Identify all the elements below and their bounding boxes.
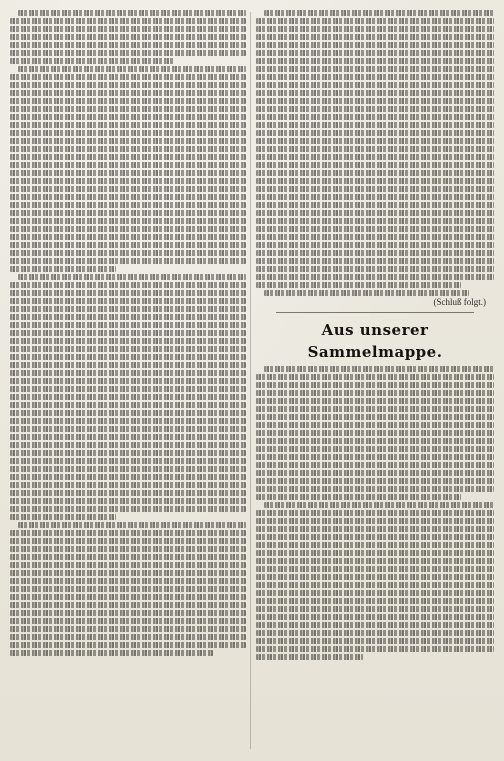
left-column-paragraph: [10, 66, 246, 272]
text-line: [256, 582, 494, 588]
text-line: [256, 226, 494, 232]
text-line: [10, 210, 246, 216]
text-line: [256, 258, 494, 264]
text-line: [10, 290, 246, 296]
text-line: [10, 178, 246, 184]
right-column: [256, 10, 494, 751]
text-line: [10, 170, 246, 176]
text-line: [256, 82, 494, 88]
text-line: [256, 106, 494, 112]
text-line: [256, 218, 494, 224]
text-line: [18, 66, 246, 72]
text-line: [10, 394, 246, 400]
text-line: [256, 282, 461, 288]
text-line: [10, 354, 246, 360]
text-line: [10, 538, 246, 544]
text-line: [10, 266, 116, 272]
text-line: [10, 162, 246, 168]
text-line: [264, 10, 494, 16]
text-line: [10, 586, 246, 592]
text-line: [10, 482, 246, 488]
text-line: [10, 42, 246, 48]
text-line: [256, 210, 494, 216]
text-line: [10, 554, 246, 560]
text-line: [256, 178, 494, 184]
text-line: [10, 418, 246, 424]
text-line: [256, 398, 494, 404]
text-line: [18, 274, 246, 280]
text-line: [10, 106, 246, 112]
text-line: [256, 250, 494, 256]
text-line: [256, 518, 494, 524]
text-line: [10, 594, 246, 600]
text-line: [256, 414, 494, 420]
text-line: [10, 50, 246, 56]
text-line: [10, 450, 246, 456]
text-line: [10, 330, 246, 336]
text-line: [256, 606, 494, 612]
text-line: [256, 154, 494, 160]
text-line: [18, 522, 246, 528]
right-column-paragraph: [256, 10, 494, 288]
text-line: [256, 90, 494, 96]
text-line: [256, 170, 494, 176]
text-line: [256, 478, 494, 484]
text-line: [256, 622, 494, 628]
text-line: [264, 290, 469, 296]
left-column-text: [10, 10, 246, 656]
text-line: [256, 510, 494, 516]
left-column: [10, 10, 246, 751]
text-line: [256, 494, 461, 500]
text-line: [10, 98, 246, 104]
text-line: [10, 434, 246, 440]
text-line: [10, 114, 246, 120]
text-line: [10, 338, 246, 344]
text-line: [256, 542, 494, 548]
text-line: [256, 186, 494, 192]
text-line: [10, 634, 246, 640]
text-line: [10, 186, 246, 192]
text-line: [256, 138, 494, 144]
text-line: [256, 430, 494, 436]
text-line: [10, 82, 246, 88]
text-line: [256, 202, 494, 208]
text-line: [10, 578, 246, 584]
column-divider: [250, 12, 251, 749]
text-line: [10, 298, 246, 304]
text-line: [10, 242, 246, 248]
text-line: [256, 74, 494, 80]
text-line: [10, 562, 246, 568]
text-line: [256, 590, 494, 596]
text-line: [10, 370, 246, 376]
text-line: [10, 34, 246, 40]
text-line: [256, 526, 494, 532]
text-line: [10, 346, 246, 352]
text-line: [10, 378, 246, 384]
text-line: [256, 422, 494, 428]
text-line: [10, 138, 246, 144]
text-line: [10, 226, 246, 232]
text-line: [256, 558, 494, 564]
text-line: [256, 614, 494, 620]
text-line: [10, 650, 213, 656]
right-column-paragraph: [256, 290, 494, 296]
text-line: [256, 446, 494, 452]
text-line: [256, 630, 494, 636]
left-column-paragraph: [10, 10, 246, 64]
separator-rule: [276, 312, 474, 313]
text-line: [10, 314, 246, 320]
text-line: [10, 506, 246, 512]
text-line: [256, 406, 494, 412]
text-line: [10, 218, 246, 224]
text-line: [10, 202, 246, 208]
text-line: [10, 458, 246, 464]
continuation-note: (Schluß folgt.): [433, 297, 486, 307]
text-line: [10, 530, 246, 536]
left-column-paragraph: [10, 274, 246, 520]
text-line: [10, 602, 246, 608]
text-line: [256, 646, 494, 652]
text-line: [256, 382, 494, 388]
text-line: [10, 282, 246, 288]
text-line: [256, 598, 494, 604]
text-line: [10, 626, 246, 632]
text-line: [10, 386, 246, 392]
text-line: [10, 90, 246, 96]
text-line: [10, 514, 116, 520]
text-line: [256, 374, 494, 380]
text-line: [256, 454, 494, 460]
text-line: [10, 410, 246, 416]
text-line: [10, 642, 246, 648]
text-line: [256, 18, 494, 24]
right-column-section-paragraph: [256, 366, 494, 500]
text-line: [264, 366, 494, 372]
text-line: [10, 474, 246, 480]
text-line: [256, 114, 494, 120]
text-line: [256, 438, 494, 444]
text-line: [10, 610, 246, 616]
text-line: [10, 618, 246, 624]
text-line: [256, 486, 494, 492]
text-line: [256, 34, 494, 40]
left-column-paragraph: [10, 522, 246, 656]
text-line: [256, 654, 363, 660]
text-line: [10, 146, 246, 152]
text-line: [10, 74, 246, 80]
text-line: [10, 26, 246, 32]
text-line: [10, 426, 246, 432]
text-line: [10, 234, 246, 240]
text-line: [256, 130, 494, 136]
text-line: [256, 550, 494, 556]
text-line: [256, 50, 494, 56]
text-line: [264, 502, 494, 508]
text-line: [10, 498, 246, 504]
text-line: [256, 566, 494, 572]
text-line: [256, 390, 494, 396]
text-line: [10, 466, 246, 472]
text-line: [256, 266, 494, 272]
text-line: [256, 638, 494, 644]
text-line: [10, 258, 246, 264]
text-line: [256, 26, 494, 32]
text-line: [256, 194, 494, 200]
text-line: [10, 154, 246, 160]
text-line: [256, 234, 494, 240]
text-line: [10, 58, 175, 64]
section-separator: [256, 309, 494, 317]
right-column-text-bottom: [256, 366, 494, 660]
text-line: [10, 18, 246, 24]
text-line: [256, 146, 494, 152]
text-line: [256, 58, 494, 64]
text-line: [256, 42, 494, 48]
text-line: [10, 130, 246, 136]
text-line: [18, 10, 246, 16]
text-line: [256, 274, 494, 280]
text-line: [256, 242, 494, 248]
text-line: [256, 66, 494, 72]
text-line: [256, 122, 494, 128]
text-line: [10, 490, 246, 496]
text-line: [10, 250, 246, 256]
text-line: [256, 162, 494, 168]
text-line: [10, 442, 246, 448]
text-line: [10, 322, 246, 328]
text-line: [256, 534, 494, 540]
text-line: [10, 570, 246, 576]
text-line: [256, 574, 494, 580]
text-line: [10, 402, 246, 408]
text-line: [10, 546, 246, 552]
text-line: [10, 194, 246, 200]
right-column-section-paragraph: [256, 502, 494, 660]
text-line: [256, 462, 494, 468]
text-line: [10, 122, 246, 128]
right-column-text-top: [256, 10, 494, 296]
text-line: [256, 470, 494, 476]
text-line: [256, 98, 494, 104]
text-line: [10, 306, 246, 312]
text-line: [10, 362, 246, 368]
section-heading: Aus unserer Sammelmappe.: [307, 321, 443, 361]
